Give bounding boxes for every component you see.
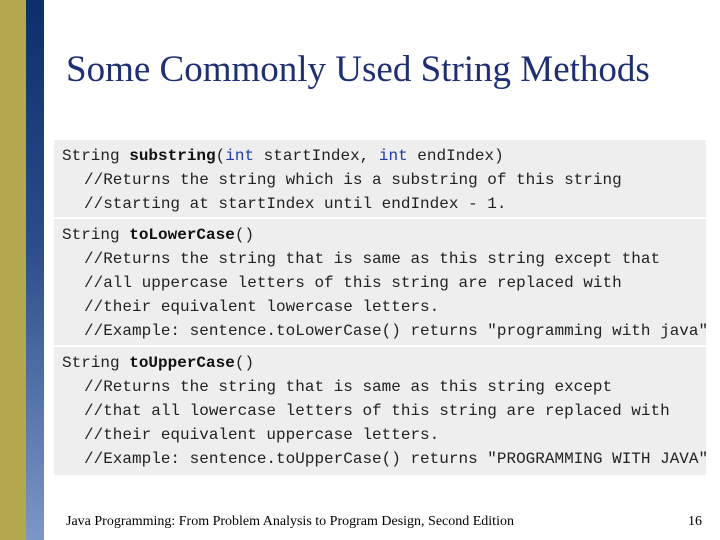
slide-title: Some Commonly Used String Methods	[66, 49, 650, 90]
page-number: 16	[688, 514, 702, 529]
method-block-substring	[54, 140, 706, 219]
comment-line: //that all lowercase letters of this string are replaced with	[84, 402, 670, 420]
method-signature	[62, 223, 254, 247]
comment-line: //Returns the string that is same as this string except	[84, 378, 613, 396]
comment-line: //their equivalent uppercase letters.	[84, 426, 440, 444]
slide-footer: Java Programming: From Problem Analysis to Program Design, Second Edition	[66, 514, 514, 529]
param-type: int	[378, 147, 408, 165]
return-type: String	[62, 147, 130, 165]
param-name: endIndex)	[407, 147, 504, 165]
params: ()	[234, 354, 255, 372]
left-olive-bar	[0, 0, 26, 540]
comment-line: //Example: sentence.toUpperCase() returns "PROGRAMMING WITH JAVA"	[84, 450, 709, 468]
comment-line: //all uppercase letters of this string are replaced with	[84, 274, 622, 292]
return-type: String	[62, 354, 130, 372]
method-name: substring	[129, 147, 216, 165]
method-name: toUpperCase	[129, 354, 235, 372]
params: ()	[234, 226, 255, 244]
return-type: String	[62, 226, 130, 244]
param-type: int	[225, 147, 255, 165]
method-block-tolowercase	[54, 219, 709, 347]
method-signature	[62, 351, 254, 375]
comment-line: //Returns the string which is a substring of this string	[84, 171, 622, 189]
left-blue-gradient-bar	[26, 0, 44, 540]
method-signature	[62, 144, 504, 168]
code-panel	[54, 140, 709, 475]
method-block-touppercase	[54, 347, 709, 475]
method-name: toLowerCase	[129, 226, 235, 244]
comment-line: //starting at startIndex until endIndex - 1.	[84, 195, 507, 213]
open-paren: (	[215, 147, 226, 165]
comment-line: //Returns the string that is same as this string except that	[84, 250, 661, 268]
comment-line: //Example: sentence.toLowerCase() returns "programming with java"	[84, 322, 709, 340]
param-name: startIndex,	[254, 147, 379, 165]
comment-line: //their equivalent lowercase letters.	[84, 298, 440, 316]
